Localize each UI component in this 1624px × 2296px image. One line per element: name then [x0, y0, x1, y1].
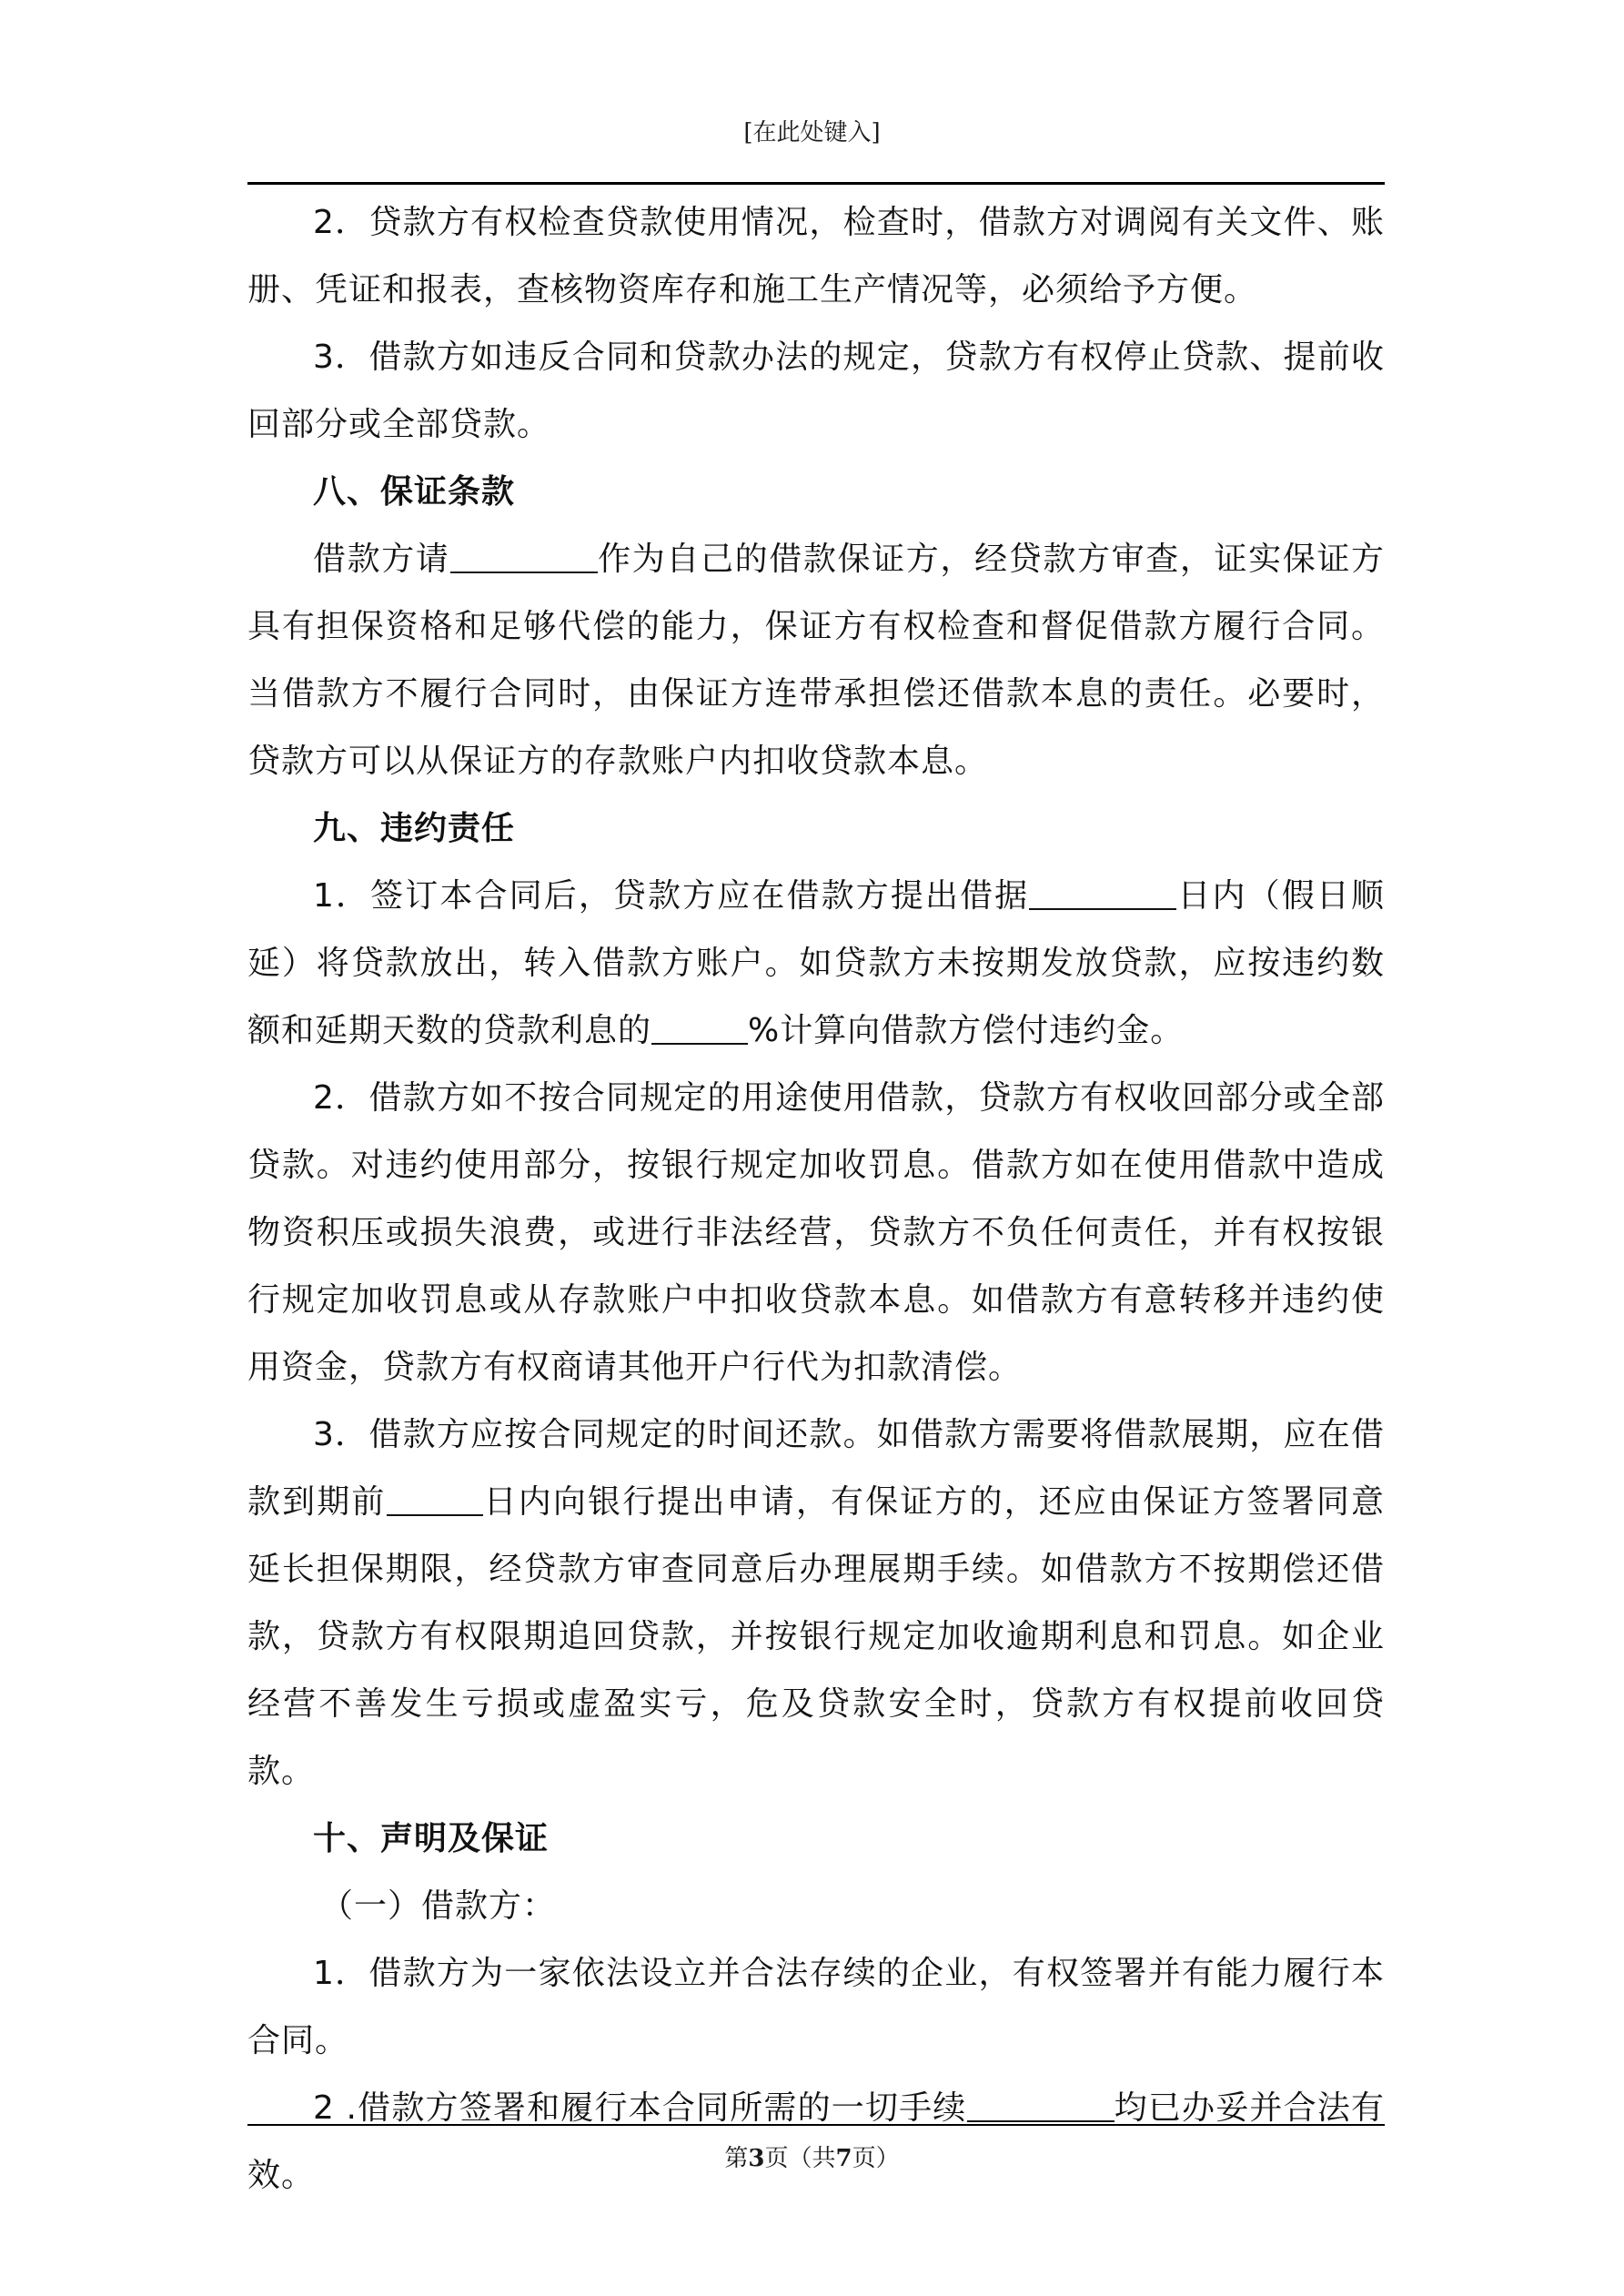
extension-days-blank[interactable]	[387, 1478, 483, 1516]
guarantor-blank[interactable]	[450, 535, 598, 573]
subheading-borrower: （一）借款方：	[320, 1887, 557, 1925]
page-suffix: 页）	[852, 2145, 900, 2172]
paragraph-guarantor	[247, 526, 1385, 795]
paragraph-borrower-legal-entity: 1．借款方为一家依法设立并合法存续的企业，有权签署并有能力履行本合同。	[247, 1955, 1385, 2059]
footer-divider	[247, 2124, 1385, 2126]
total-pages: 7	[835, 2145, 852, 2172]
heading-representations: 十、声明及保证	[313, 1820, 550, 1857]
procedures-text-end: 均已办妥并合法有效。	[247, 2089, 1385, 2194]
heading-guarantee-clause: 八、保证条款	[313, 473, 516, 511]
current-page: 3	[748, 2145, 765, 2172]
extension-text-start: 3．借款方应按合同规定的时间还款。如借款方需要将借款展期，应在借款到期前	[247, 1416, 1385, 1521]
lender-default-text-mid: 日内（假日顺延）将贷款放出，转入借款方账户。如贷款方未按期发放贷款，应按违约数额和延期天数的贷款利息的	[247, 877, 1385, 1049]
lender-default-text-end: %计算向借款方偿付违约金。	[748, 1012, 1185, 1049]
extension-text-rest: 日内向银行提出申请，有保证方的，还应由保证方签署同意延长担保期限，经贷款方审查同意后办理展期手续。如借款方不按期偿还借款，贷款方有权限期追回贷款，并按银行规定加收逾期利息和罚息。如企业经营不善发生亏损或虚盈实亏，危及贷款安全时，贷款方有权提前收回贷款。	[247, 1483, 1385, 1790]
header-placeholder[interactable]: [在此处键入]	[743, 119, 881, 147]
lender-default-text-start: 1．签订本合同后，贷款方应在借款方提出借据	[313, 877, 1030, 915]
days-blank[interactable]	[1029, 872, 1176, 910]
heading-default-liability: 九、违约责任	[313, 810, 516, 847]
procedures-text-start: 2 .借款方签署和履行本合同所需的一切手续	[313, 2089, 967, 2127]
guarantor-text-start: 借款方请	[313, 541, 450, 578]
page-prefix: 第	[724, 2145, 749, 2172]
procedures-blank[interactable]	[967, 2084, 1115, 2122]
percent-blank[interactable]	[651, 1006, 748, 1045]
header-divider	[247, 182, 1385, 185]
paragraph-repayment-extension	[247, 1401, 1385, 1805]
paragraph-inspection-right: 2．贷款方有权检查贷款使用情况，检查时，借款方对调阅有关文件、账册、凭证和报表，查核物资库存和施工生产情况等，必须给予方便。	[247, 204, 1385, 308]
page-middle: 页（共	[764, 2145, 836, 2172]
paragraph-misuse-penalty: 2．借款方如不按合同规定的用途使用借款，贷款方有权收回部分或全部贷款。对违约使用部分，按银行规定加收罚息。借款方如在使用借款中造成物资积压或损失浪费，或进行非法经营，贷款方不负任何责任，并有权按银行规定加收罚息或从存款账户中扣收贷款本息。如借款方有意转移并违约使用资金，贷款方有权商请其他开户行代为扣款清偿。	[247, 1079, 1385, 1386]
guarantor-text-rest: 作为自己的借款保证方，经贷款方审查，证实保证方具有担保资格和足够代偿的能力，保证方有权检查和督促借款方履行合同。当借款方不履行合同时，由保证方连带承担偿还借款本息的责任。必要时，贷款方可以从保证方的存款账户内扣收贷款本息。	[247, 541, 1385, 780]
page-number	[0, 2142, 1624, 2175]
document-body	[247, 189, 1385, 2210]
paragraph-stop-loan: 3．借款方如违反合同和贷款办法的规定，贷款方有权停止贷款、提前收回部分或全部贷款。	[247, 339, 1385, 443]
paragraph-lender-default	[247, 863, 1385, 1065]
